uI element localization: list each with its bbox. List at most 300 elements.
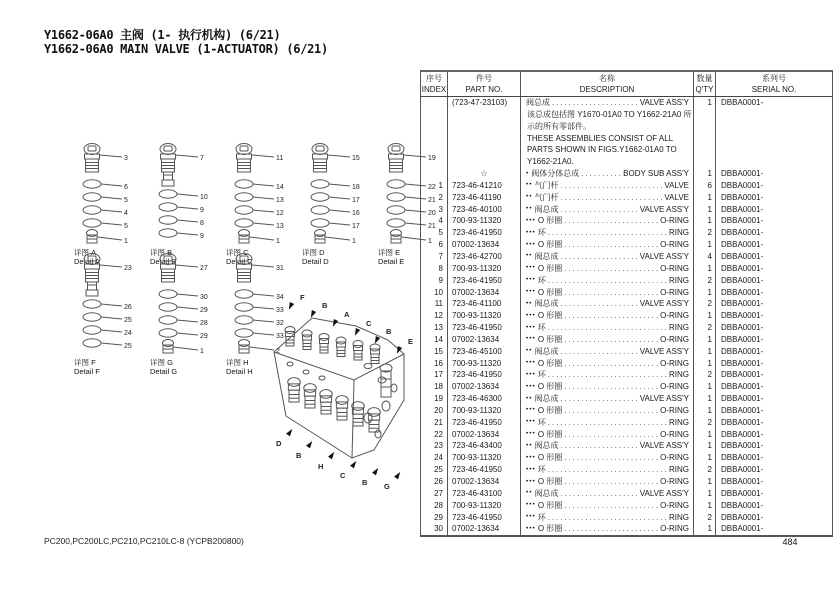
table-row: [421, 369, 832, 381]
parts-table-body: [421, 97, 832, 535]
description-en: O-RING: [660, 429, 689, 439]
assembly-label-B: B: [386, 327, 392, 336]
description-en: O-RING: [660, 477, 689, 486]
cell-qty: 1: [694, 500, 716, 512]
cell-description: [521, 452, 694, 464]
description-cn: 环: [537, 512, 546, 522]
cell-qty: 2: [694, 417, 716, 429]
cell-serial: DBBA0001-: [721, 453, 764, 463]
description-cn: 阀总成: [526, 98, 550, 107]
description-en: RING: [669, 323, 689, 333]
cell-qty: 1: [694, 310, 716, 322]
cell-part-no: 07002-13634: [448, 287, 521, 299]
valve-block-outline: [274, 318, 404, 458]
dot-leader: [564, 429, 658, 441]
cell-description: [521, 500, 694, 512]
description-en: VALVE ASS'Y: [639, 441, 689, 451]
indent-dots: ••: [526, 299, 533, 307]
detail-label-cn: 详图 F: [74, 358, 96, 367]
cell-qty: [694, 109, 716, 121]
callout-number: 18: [352, 184, 360, 191]
description-en: VALVE ASS'Y: [639, 98, 689, 107]
cell-index: 21: [421, 417, 448, 429]
description-en: VALVE ASS'Y: [639, 204, 689, 214]
cell-qty: 1: [694, 192, 716, 204]
cell-part-no: 723-46-46300: [448, 393, 521, 405]
callout-number: 1: [124, 238, 128, 245]
dot-leader: [581, 168, 621, 180]
cell-index: 6: [421, 239, 448, 251]
direction-arrow-icon: [353, 328, 361, 337]
cell-index: [421, 144, 448, 156]
page-number: 484: [782, 537, 798, 547]
description-en: O-RING: [660, 500, 689, 510]
cell-index: 19: [421, 393, 448, 405]
indent-dots: •••: [526, 382, 536, 390]
assembly-label-D: D: [276, 439, 282, 448]
cell-description: [521, 334, 694, 346]
description-en: VALVE: [664, 180, 689, 190]
cell-serial: DBBA0001-: [721, 417, 764, 427]
description-en: O-RING: [660, 311, 689, 321]
cell-qty: 1: [694, 334, 716, 346]
description-en: RING: [669, 417, 689, 427]
cell-serial: DBBA0001-: [721, 275, 764, 285]
cell-qty: 1: [694, 405, 716, 417]
cell-part-no: ☆: [448, 168, 521, 180]
cell-description: [521, 192, 694, 204]
callout-number: 21: [428, 223, 436, 230]
cell-index: [421, 121, 448, 133]
assembly-label-A: A: [344, 310, 350, 319]
table-row: [421, 346, 832, 358]
cell-serial: DBBA0001-: [721, 370, 764, 380]
cell-qty: 2: [694, 369, 716, 381]
cell-serial: [716, 133, 832, 145]
dot-leader: [561, 180, 663, 192]
cell-index: 16: [421, 358, 448, 370]
cell-qty: 1: [694, 287, 716, 299]
detail-label-cn: 详图 E: [378, 248, 401, 257]
cell-qty: [694, 121, 716, 133]
detail-figure-D: [298, 140, 366, 246]
cell-index: 14: [421, 334, 448, 346]
indent-dots: ••: [526, 394, 533, 402]
assembly-label-C: C: [340, 471, 346, 480]
description-en: VALVE ASS'Y: [639, 346, 689, 356]
description-cn: O 形圈: [537, 429, 563, 439]
direction-arrow-icon: [373, 336, 381, 345]
cell-description: [521, 204, 694, 216]
assembly-svg: [256, 288, 426, 490]
cell-description: [521, 215, 694, 227]
callout-number: 12: [276, 210, 284, 217]
cell-qty: 1: [694, 488, 716, 500]
cell-description: [521, 488, 694, 500]
assembly-label-H: H: [318, 462, 324, 471]
callout-number: 13: [276, 197, 284, 204]
detail-label-en: Detail B: [150, 257, 177, 266]
description-cn: O 形圈: [537, 477, 563, 486]
callout-number: 16: [352, 210, 360, 217]
dot-leader: [564, 381, 658, 393]
cell-qty: 1: [694, 215, 716, 227]
table-row: [421, 440, 832, 452]
cell-index: 8: [421, 263, 448, 275]
cell-serial: DBBA0001-: [721, 394, 764, 404]
cell-description: [521, 322, 694, 334]
description-cn: O 形圈: [537, 358, 563, 368]
indent-dots: •••: [526, 453, 536, 461]
callout-number: 5: [124, 223, 128, 230]
cell-index: 24: [421, 452, 448, 464]
cell-serial: DBBA0001-: [721, 358, 764, 368]
cell-qty: 1: [694, 393, 716, 405]
cell-part-no: 723-46-43100: [448, 488, 521, 500]
col-header-description: 名称 DESCRIPTION: [521, 72, 694, 96]
description-cn: 环: [537, 228, 546, 238]
assembly-label-G: G: [384, 482, 390, 490]
callout-number: 34: [276, 294, 284, 301]
cell-index: 11: [421, 298, 448, 310]
cell-index: 26: [421, 476, 448, 488]
detail-label: [298, 248, 366, 266]
cell-part-no: 07002-13634: [448, 239, 521, 251]
table-row: [421, 144, 832, 156]
detail-label-en: Detail G: [150, 367, 178, 376]
callout-number: 9: [200, 233, 204, 240]
callout-number: 11: [276, 155, 284, 162]
cell-part-no: [448, 109, 521, 121]
cell-description: [521, 393, 694, 405]
detail-figure-G: [146, 250, 214, 356]
cell-index: 1: [421, 180, 448, 192]
cell-description: [521, 405, 694, 417]
callout-number: 30: [200, 294, 208, 301]
cell-serial: DBBA0001-: [721, 192, 764, 202]
indent-dots: ••: [526, 441, 533, 449]
cell-part-no: 700-93-11320: [448, 263, 521, 275]
valve-stem: [288, 378, 301, 402]
col-header-qty: 数量 Q'TY: [694, 72, 716, 96]
table-row: [421, 168, 832, 180]
dot-leader: [564, 452, 658, 464]
indent-dots: •••: [526, 216, 536, 224]
callout-number: 15: [352, 155, 360, 162]
dot-leader: [561, 488, 638, 500]
cell-serial: DBBA0001-: [721, 346, 764, 356]
cell-qty: 1: [694, 263, 716, 275]
cell-description: [521, 298, 694, 310]
cell-part-no: 700-93-11320: [448, 452, 521, 464]
cell-serial: DBBA0001-: [721, 500, 764, 510]
detail-label: [70, 358, 138, 376]
description-en: RING: [669, 228, 689, 238]
detail-label-cn: 详图 H: [226, 358, 249, 367]
table-row: [421, 429, 832, 441]
parts-table: [420, 70, 833, 537]
cell-serial: DBBA0001-: [721, 251, 764, 261]
cell-part-no: [448, 121, 521, 133]
page-title-cn: Y1662-06A0 主阀 (1- 执行机构) (6/21): [44, 28, 281, 42]
dot-leader: [561, 298, 638, 310]
description-cn: 阀总成: [534, 299, 559, 309]
indent-dots: •••: [526, 524, 536, 532]
detail-label-cn: 详图 D: [302, 248, 325, 257]
table-row: [421, 97, 832, 109]
callout-number: 7: [200, 155, 204, 162]
cell-index: 22: [421, 429, 448, 441]
callout-number: 32: [276, 320, 284, 327]
cell-description: [521, 239, 694, 251]
cell-serial: DBBA0001-: [721, 311, 764, 321]
description-en: O-RING: [660, 358, 689, 368]
indent-dots: •••: [526, 406, 536, 414]
cell-description: [521, 381, 694, 393]
detail-label-en: Detail H: [226, 367, 253, 376]
description-cn: 阀总成: [534, 251, 559, 261]
cell-part-no: 07002-13634: [448, 476, 521, 488]
cell-index: 5: [421, 227, 448, 239]
cell-serial: DBBA0001-: [721, 429, 764, 439]
callout-number: 26: [124, 304, 132, 311]
cell-description: [521, 180, 694, 192]
cell-description: [521, 429, 694, 441]
callout-number: 27: [200, 265, 208, 272]
cell-qty: 1: [694, 381, 716, 393]
description-cn: 环: [537, 370, 546, 380]
description-cn: 气门杆: [534, 180, 559, 190]
cell-index: 20: [421, 405, 448, 417]
cell-part-no: 723-46-41950: [448, 322, 521, 334]
description-cn: 阀总成: [534, 441, 559, 451]
assembly-label-B: B: [322, 301, 328, 310]
cell-qty: 1: [694, 97, 716, 109]
callout-number: 24: [124, 330, 132, 337]
cell-qty: 2: [694, 298, 716, 310]
parts-table-header: [421, 72, 832, 97]
description-en: VALVE ASS'Y: [639, 488, 689, 498]
detail-C: [222, 140, 290, 266]
callout-number: 23: [124, 265, 132, 272]
cell-part-no: 700-93-11320: [448, 310, 521, 322]
cell-qty: 1: [694, 523, 716, 535]
description-cn: O 形圈: [537, 524, 563, 534]
cell-description: [521, 310, 694, 322]
direction-arrow-icon: [350, 459, 358, 468]
indent-dots: •••: [526, 240, 536, 248]
detail-label: [146, 358, 214, 376]
callout-number: 33: [276, 307, 284, 314]
cell-part-no: 700-93-11320: [448, 500, 521, 512]
direction-arrow-icon: [286, 427, 294, 436]
dot-leader: [561, 346, 638, 358]
callout-number: 20: [428, 210, 436, 217]
cell-part-no: 723-46-41190: [448, 192, 521, 204]
assembly-label-C: C: [366, 319, 372, 328]
cell-description: [521, 133, 694, 145]
table-row: [421, 204, 832, 216]
table-row: [421, 417, 832, 429]
table-row: [421, 334, 832, 346]
cell-serial: DBBA0001-: [721, 287, 764, 297]
valve-stem: [370, 344, 380, 364]
valve-stem: [368, 408, 381, 432]
indent-dots: •••: [526, 276, 536, 284]
direction-arrow-icon: [328, 450, 336, 459]
cell-part-no: 723-46-41950: [448, 369, 521, 381]
cell-serial: DBBA0001-: [721, 169, 764, 179]
detail-label-en: Detail F: [74, 367, 100, 376]
dot-leader: [564, 500, 658, 512]
description-cn: 环: [537, 465, 546, 475]
cell-index: 13: [421, 322, 448, 334]
description-en: VALVE: [664, 192, 689, 202]
indent-dots: •••: [526, 323, 536, 331]
table-row: [421, 263, 832, 275]
description-cn: O 形圈: [537, 500, 563, 510]
description-en: O-RING: [660, 334, 689, 344]
col-header-serial-no: 系列号 SERIAL NO.: [751, 74, 797, 94]
dot-leader: [564, 239, 658, 251]
dot-leader: [548, 512, 667, 524]
description-note: 该总成包括图 Y1670-01A0 TO Y1662-21A0 所: [527, 109, 692, 119]
cell-serial: DBBA0001-: [721, 240, 764, 250]
valve-stem: [319, 334, 329, 354]
cell-description: [521, 144, 694, 156]
indent-dots: •••: [526, 513, 536, 521]
cell-qty: 1: [694, 358, 716, 370]
cell-qty: 2: [694, 227, 716, 239]
cell-qty: 1: [694, 429, 716, 441]
cell-part-no: 07002-13634: [448, 523, 521, 535]
cell-qty: 6: [694, 180, 716, 192]
callout-number: 14: [276, 184, 284, 191]
cell-index: 7: [421, 251, 448, 263]
cell-description: [521, 251, 694, 263]
callout-number: 17: [352, 197, 360, 204]
description-cn: O 形圈: [537, 263, 563, 273]
callout-number: 1: [352, 238, 356, 245]
indent-dots: ••: [526, 181, 533, 189]
description-cn: 环: [537, 417, 546, 427]
cell-part-no: 723-46-41100: [448, 298, 521, 310]
cell-serial: DBBA0001-: [721, 299, 764, 309]
direction-arrow-icon: [309, 310, 317, 319]
cell-index: 10: [421, 287, 448, 299]
cell-description: [521, 440, 694, 452]
indent-dots: •••: [526, 477, 536, 485]
detail-label-en: Detail E: [378, 257, 405, 266]
cell-serial: DBBA0001-: [721, 488, 764, 498]
cell-part-no: 723-46-41950: [448, 417, 521, 429]
table-row: [421, 133, 832, 145]
callout-number: 28: [200, 320, 208, 327]
cell-index: 17: [421, 369, 448, 381]
indent-dots: •: [526, 169, 530, 177]
detail-figure-C: [222, 140, 290, 246]
callout-number: 19: [428, 155, 436, 162]
valve-stem: [336, 396, 349, 420]
table-row: [421, 381, 832, 393]
cell-part-no: 723-46-45100: [448, 346, 521, 358]
cell-index: 28: [421, 500, 448, 512]
callout-number: 25: [124, 317, 132, 324]
description-cn: O 形圈: [537, 405, 563, 415]
callout-number: 10: [200, 194, 208, 201]
cell-part-no: [448, 144, 521, 156]
description-cn: 阀总成: [534, 346, 559, 356]
cell-serial: [716, 144, 832, 156]
indent-dots: •••: [526, 370, 536, 378]
indent-dots: •••: [526, 335, 536, 343]
detail-label-cn: 详图 G: [150, 358, 173, 367]
table-row: [421, 227, 832, 239]
cell-index: 30: [421, 523, 448, 535]
description-note: 示的所有零部件。: [527, 121, 591, 131]
cell-part-no: 723-46-41950: [448, 512, 521, 524]
valve-drawing: [311, 144, 350, 244]
cell-description: [521, 109, 694, 121]
callout-number: 31: [276, 265, 284, 272]
description-en: RING: [669, 465, 689, 475]
direction-arrow-icon: [287, 302, 295, 311]
cell-index: [421, 97, 448, 109]
cell-qty: 1: [694, 476, 716, 488]
detail-label-cn: 详图 C: [226, 248, 249, 257]
cell-description: [521, 275, 694, 287]
dot-leader: [564, 263, 658, 275]
table-row: [421, 310, 832, 322]
cell-index: 23: [421, 440, 448, 452]
indent-dots: •••: [526, 264, 536, 272]
valve-stem: [336, 337, 346, 357]
detail-label-en: Detail C: [226, 257, 253, 266]
table-row: [421, 215, 832, 227]
indent-dots: •••: [526, 228, 536, 236]
cell-part-no: 700-93-11320: [448, 215, 521, 227]
dot-leader: [561, 192, 663, 204]
cell-description: [521, 97, 694, 109]
indent-dots: •••: [526, 359, 536, 367]
cell-serial: DBBA0001-: [721, 228, 764, 238]
table-row: [421, 405, 832, 417]
direction-arrow-icon: [306, 439, 314, 448]
valve-drawing: [83, 254, 122, 348]
cell-index: 4: [421, 215, 448, 227]
detail-label-en: Detail D: [302, 257, 329, 266]
cell-description: [521, 227, 694, 239]
cell-part-no: 07002-13634: [448, 429, 521, 441]
cell-index: [421, 168, 448, 180]
cell-description: [521, 263, 694, 275]
cell-serial: DBBA0001-: [721, 524, 764, 534]
indent-dots: •••: [526, 465, 536, 473]
description-en: RING: [669, 370, 689, 380]
cell-serial: DBBA0001-: [721, 263, 764, 273]
dot-leader: [548, 369, 667, 381]
callout-number: 2: [276, 348, 280, 355]
table-row: [421, 192, 832, 204]
indent-dots: •••: [526, 501, 536, 509]
cell-index: 9: [421, 275, 448, 287]
cell-index: [421, 109, 448, 121]
description-cn: 阀体分体总成: [531, 169, 580, 179]
dot-leader: [564, 476, 658, 488]
callout-number: 25: [124, 343, 132, 350]
cell-qty: 1: [694, 346, 716, 358]
table-row: [421, 476, 832, 488]
